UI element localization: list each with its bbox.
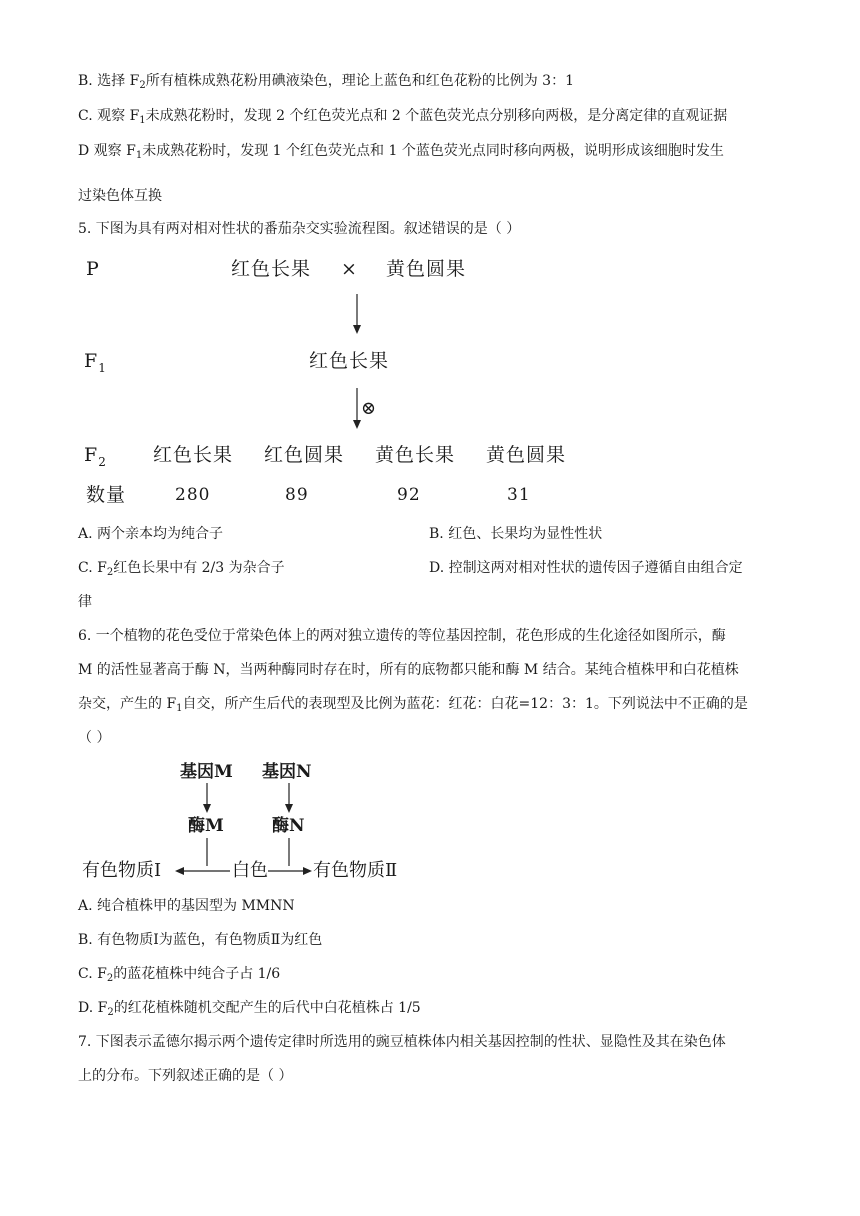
gene-n-label: 基因N	[262, 762, 312, 782]
q5-option-c: C. $F_2$红色长果中有 2/3 为杂合子	[78, 560, 285, 578]
colored-substance-2: 有色物质Ⅱ	[313, 860, 398, 881]
f2-phenotype-yellow-round: 黄色圆果	[486, 444, 567, 466]
q6-option-c: C. $F_2$的蓝花植株中纯合子占 1/6	[78, 966, 281, 984]
q6-stem-line-3: 杂交，产生的 $F_1$自交，所产生后代的表现型及比例为蓝花：红花：白花=12：3：1。下列说法中不正确的是	[78, 696, 748, 714]
q6-stem-line-2: M 的活性显著高于酶 N，当两种酶同时存在时，所有的底物都只能和酶 M 结合。某纯合植株甲和白花植株	[78, 662, 739, 678]
selfing-symbol: ⊗	[361, 398, 378, 419]
count-label: 数量	[86, 484, 127, 506]
f1-phenotype: 红色长果	[309, 350, 390, 372]
f2-generation-label: $F_2$	[84, 444, 107, 469]
q5-option-a: A. 两个亲本均为纯合子	[78, 526, 224, 542]
q6-option-b: B. 有色物质Ⅰ为蓝色，有色物质Ⅱ为红色	[78, 932, 323, 948]
q5-option-d: D. 控制这两对相对性状的遗传因子遵循自由组合定	[429, 560, 743, 576]
q4-option-d-continuation: 过染色体互换	[78, 188, 162, 204]
enzyme-n-label: 酶N	[272, 816, 305, 836]
white-substrate: 白色	[232, 860, 268, 881]
f2-phenotype-yellow-long: 黄色长果	[375, 444, 456, 466]
q4-option-b: B. 选择 $F_2$所有植株成熟花粉用碘液染色，理论上蓝色和红色花粉的比例为 3：1	[78, 73, 574, 91]
parent-yellow-round: 黄色圆果	[386, 258, 467, 280]
q4-option-d: D 观察 $F_1$未成熟花粉时，发现 1 个红色荧光点和 1 个蓝色荧光点同时移向两极，说明形成该细胞时发生	[78, 143, 724, 161]
f2-phenotype-red-long: 红色长果	[153, 444, 234, 466]
gene-m-label: 基因M	[180, 762, 233, 782]
f2-phenotype-red-round: 红色圆果	[264, 444, 345, 466]
q5-option-b: B. 红色、长果均为显性性状	[429, 526, 603, 542]
q7-stem-line-1: 7. 下图表示孟德尔揭示两个遗传定律时所选用的豌豆植株体内相关基因控制的性状、显隐性及其在染色体	[78, 1034, 726, 1050]
q6-stem-line-1: 6. 一个植物的花色受位于常染色体上的两对独立遗传的等位基因控制，花色形成的生化途径如图所示，酶	[78, 628, 726, 644]
q5-stem: 5. 下图为具有两对相对性状的番茄杂交实验流程图。叙述错误的是（ ）	[78, 221, 521, 237]
q6-stem-line-4: （ ）	[78, 730, 111, 746]
p-generation-label: P	[86, 258, 100, 280]
colored-substance-1: 有色物质Ⅰ	[82, 860, 162, 881]
parent-red-long: 红色长果	[231, 258, 312, 280]
enzyme-m-label: 酶M	[188, 816, 224, 836]
count-red-round: 89	[285, 485, 309, 505]
count-red-long: 280	[175, 485, 211, 505]
q7-stem-line-2: 上的分布。下列叙述正确的是（ ）	[78, 1068, 293, 1084]
q6-option-d: D. $F_2$的红花植株随机交配产生的后代中白花植株占 1/5	[78, 1000, 421, 1018]
q4-option-c: C. 观察 $F_1$未成熟花粉时，发现 2 个红色荧光点和 2 个蓝色荧光点分别移向两极，是分离定律的直观证据	[78, 108, 728, 126]
f1-generation-label: $F_1$	[84, 350, 107, 375]
cross-symbol: ×	[341, 258, 358, 280]
q5-option-d-continuation: 律	[78, 594, 92, 610]
count-yellow-long: 92	[397, 485, 421, 505]
count-yellow-round: 31	[507, 485, 531, 505]
q6-option-a: A. 纯合植株甲的基因型为 MMNN	[78, 898, 295, 914]
